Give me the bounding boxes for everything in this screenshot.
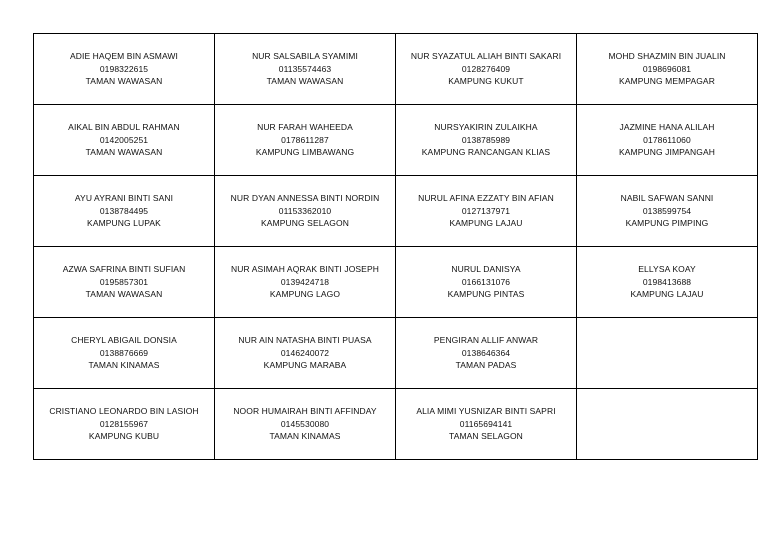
address-label	[396, 105, 577, 176]
contact-phone: 0195857301	[99, 276, 149, 287]
address-label-grid	[33, 33, 758, 460]
address-label	[34, 318, 215, 389]
contact-name: CRISTIANO LEONARDO BIN LASIOH	[49, 406, 199, 417]
address-label	[215, 318, 396, 389]
address-label	[396, 176, 577, 247]
label-row	[34, 318, 758, 389]
contact-phone: 0166131076	[461, 276, 511, 287]
contact-place: KAMPUNG SELAGON	[261, 218, 349, 229]
address-label	[215, 105, 396, 176]
contact-place: TAMAN PADAS	[455, 360, 517, 371]
contact-place: KAMPUNG PIMPING	[625, 218, 709, 229]
contact-phone: 01153362010	[278, 205, 332, 216]
address-label	[215, 176, 396, 247]
contact-name: NUR SALSABILA SYAMIMI	[252, 51, 358, 62]
label-row	[34, 389, 758, 460]
contact-phone: 0138784495	[99, 205, 149, 216]
contact-phone: 0128276409	[461, 63, 511, 74]
address-label	[34, 34, 215, 105]
contact-phone: 0138599754	[642, 205, 692, 216]
contact-place: KAMPUNG LAJAU	[630, 289, 704, 300]
address-label	[577, 105, 758, 176]
contact-phone: 0127137971	[461, 205, 511, 216]
contact-phone: 0178611060	[643, 134, 691, 145]
contact-name: NURSYAKIRIN ZULAIKHA	[434, 122, 538, 133]
address-label	[396, 247, 577, 318]
contact-place: TAMAN WAWASAN	[85, 289, 163, 300]
contact-phone: 0178611287	[281, 134, 329, 145]
contact-place: KAMPUNG LAGO	[269, 289, 341, 300]
contact-phone: 0198413688	[642, 276, 692, 287]
contact-name: AIKAL BIN ABDUL RAHMAN	[68, 122, 180, 133]
address-label	[577, 34, 758, 105]
contact-phone: 0145530080	[280, 418, 330, 429]
contact-name: NUR DYAN ANNESSA BINTI NORDIN	[230, 193, 380, 204]
contact-name: ADIE HAQEM BIN ASMAWI	[69, 51, 179, 62]
contact-place: KAMPUNG MARABA	[263, 360, 347, 371]
address-label	[34, 247, 215, 318]
contact-place: KAMPUNG LIMBAWANG	[255, 147, 355, 158]
contact-place: KAMPUNG JIMPANGAH	[619, 147, 715, 158]
contact-name: NURUL AFINA EZZATY BIN AFIAN	[418, 193, 554, 204]
address-label	[215, 389, 396, 460]
contact-phone: 0142005251	[99, 134, 149, 145]
address-label	[215, 34, 396, 105]
address-label	[34, 389, 215, 460]
contact-place: KAMPUNG PINTAS	[447, 289, 525, 300]
address-label	[577, 176, 758, 247]
label-row	[34, 176, 758, 247]
contact-name: NUR FARAH WAHEEDA	[257, 122, 353, 133]
address-label	[34, 105, 215, 176]
contact-phone: 0138785989	[461, 134, 511, 145]
label-row	[34, 34, 758, 105]
contact-name: NUR AIN NATASHA BINTI PUASA	[238, 335, 372, 346]
contact-place: KAMPUNG KUBU	[88, 431, 160, 442]
label-row	[34, 105, 758, 176]
address-label	[396, 389, 577, 460]
contact-place: TAMAN WAWASAN	[85, 76, 163, 87]
contact-phone: 0146240072	[280, 347, 330, 358]
contact-name: NUR SYAZATUL ALIAH BINTI SAKARI	[410, 51, 562, 62]
contact-phone: 0198696081	[642, 63, 692, 74]
contact-place: TAMAN KINAMAS	[269, 431, 341, 442]
contact-name: PENGIRAN ALLIF ANWAR	[433, 335, 539, 346]
contact-name: NURUL DANISYA	[451, 264, 521, 275]
address-label	[396, 318, 577, 389]
contact-place: TAMAN KINAMAS	[88, 360, 160, 371]
contact-phone: 0128155967	[99, 418, 149, 429]
contact-phone: 01135574463	[278, 63, 332, 74]
contact-place: KAMPUNG RANCANGAN KLIAS	[421, 147, 551, 158]
address-label	[577, 389, 758, 460]
contact-phone: 0139424718	[280, 276, 330, 287]
label-row	[34, 247, 758, 318]
contact-phone: 0138876669	[99, 347, 149, 358]
contact-name: AZWA SAFRINA BINTI SUFIAN	[62, 264, 186, 275]
contact-name: JAZMINE HANA ALILAH	[619, 122, 715, 133]
contact-name: CHERYL ABIGAIL DONSIA	[71, 335, 177, 346]
address-label	[577, 318, 758, 389]
contact-place: KAMPUNG LUPAK	[87, 218, 161, 229]
contact-phone: 01165694141	[459, 418, 513, 429]
contact-name: NABIL SAFWAN SANNI	[620, 193, 714, 204]
contact-place: TAMAN WAWASAN	[266, 76, 344, 87]
contact-name: NUR ASIMAH AQRAK BINTI JOSEPH	[231, 264, 379, 275]
contact-place: KAMPUNG MEMPAGAR	[619, 76, 715, 87]
contact-name: MOHD SHAZMIN BIN JUALIN	[608, 51, 726, 62]
address-label	[577, 247, 758, 318]
contact-name: AYU AYRANI BINTI SANI	[74, 193, 174, 204]
contact-phone: 0198322615	[99, 63, 149, 74]
address-label	[34, 176, 215, 247]
contact-place: KAMPUNG LAJAU	[449, 218, 523, 229]
contact-name: ALIA MIMI YUSNIZAR BINTI SAPRI	[416, 406, 556, 417]
contact-name: NOOR HUMAIRAH BINTI AFFINDAY	[233, 406, 377, 417]
contact-place: TAMAN WAWASAN	[85, 147, 163, 158]
address-label	[396, 34, 577, 105]
label-grid-body	[34, 34, 758, 460]
contact-name: ELLYSA KOAY	[638, 264, 696, 275]
contact-phone: 0138646364	[461, 347, 511, 358]
contact-place: KAMPUNG KUKUT	[448, 76, 524, 87]
contact-place: TAMAN SELAGON	[449, 431, 523, 442]
address-label	[215, 247, 396, 318]
